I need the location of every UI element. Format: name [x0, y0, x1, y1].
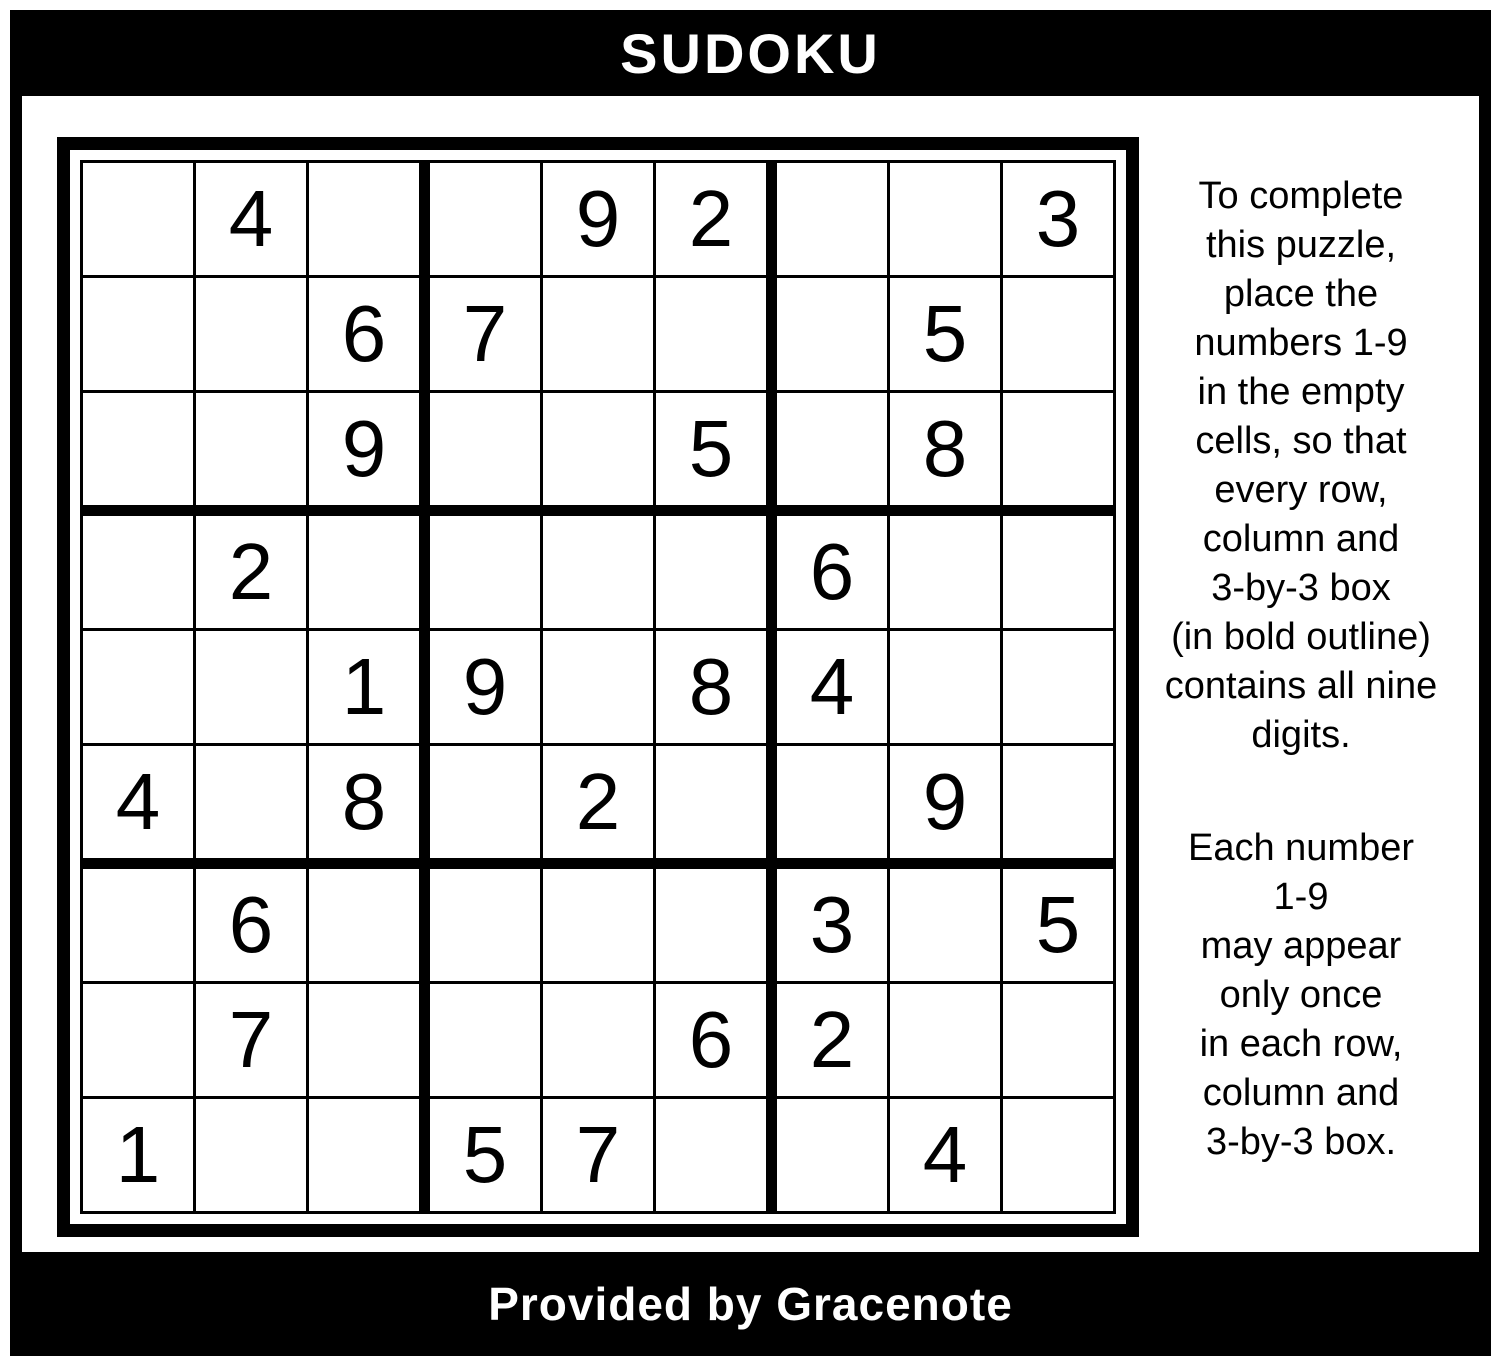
sudoku-cell-r3c9[interactable] [1003, 393, 1113, 516]
sudoku-cell-r7c1[interactable] [83, 869, 196, 984]
sudoku-cell-r7c4[interactable] [430, 869, 543, 984]
sudoku-cell-r4c5[interactable] [543, 516, 656, 631]
sudoku-cell-r9c9[interactable] [1003, 1099, 1113, 1211]
instructions-paragraph-2 [1146, 824, 1456, 1167]
sudoku-cell-r9c2[interactable] [196, 1099, 309, 1211]
instruction-line: numbers 1-9 [1194, 322, 1408, 364]
sudoku-cell-r4c3[interactable] [309, 516, 430, 631]
sudoku-row-3 [83, 393, 1113, 516]
sudoku-row-4 [83, 516, 1113, 631]
instruction-line: Each number [1187, 827, 1414, 869]
sudoku-cell-r2c6[interactable] [656, 278, 777, 393]
sudoku-cell-r8c2[interactable]: 7 [196, 984, 309, 1099]
sudoku-cell-r3c7[interactable] [777, 393, 890, 516]
instruction-line: cells, so that [1195, 420, 1407, 462]
page-frame [10, 10, 1491, 1356]
sudoku-cell-r5c4[interactable]: 9 [430, 631, 543, 746]
sudoku-cell-r2c4[interactable]: 7 [430, 278, 543, 393]
sudoku-cell-r5c2[interactable] [196, 631, 309, 746]
sudoku-cell-r8c8[interactable] [890, 984, 1003, 1099]
page-title: SUDOKU [620, 21, 881, 85]
sudoku-cell-r5c9[interactable] [1003, 631, 1113, 746]
sudoku-cell-r1c2[interactable]: 4 [196, 163, 309, 278]
sudoku-cell-r9c3[interactable] [309, 1099, 430, 1211]
sudoku-cell-r2c7[interactable] [777, 278, 890, 393]
sudoku-row-7 [83, 869, 1113, 984]
sudoku-cell-r2c2[interactable] [196, 278, 309, 393]
instruction-line: (in bold outline) [1171, 616, 1431, 658]
sudoku-cell-r7c6[interactable] [656, 869, 777, 984]
sudoku-cell-r1c3[interactable] [309, 163, 430, 278]
sudoku-grid [80, 160, 1116, 1214]
sudoku-cell-r2c5[interactable] [543, 278, 656, 393]
sudoku-cell-r6c6[interactable] [656, 746, 777, 869]
footer-credit: Provided by Gracenote [488, 1278, 1013, 1330]
sudoku-row-9 [83, 1099, 1113, 1211]
sudoku-cell-r3c1[interactable] [83, 393, 196, 516]
instruction-line: column and [1202, 1072, 1400, 1114]
instructions-paragraph-1 [1146, 172, 1456, 760]
sudoku-cell-r3c3[interactable]: 9 [309, 393, 430, 516]
sudoku-row-2 [83, 278, 1113, 393]
sudoku-cell-r6c5[interactable]: 2 [543, 746, 656, 869]
sudoku-cell-r4c4[interactable] [430, 516, 543, 631]
sudoku-cell-r9c4[interactable]: 5 [430, 1099, 543, 1211]
instruction-line: this puzzle, [1205, 224, 1397, 266]
sudoku-cell-r1c9[interactable]: 3 [1003, 163, 1113, 278]
sudoku-row-8 [83, 984, 1113, 1099]
content-panel [22, 96, 1479, 1252]
sudoku-cell-r5c1[interactable] [83, 631, 196, 746]
sudoku-cell-r8c6[interactable]: 6 [656, 984, 777, 1099]
sudoku-cell-r6c4[interactable] [430, 746, 543, 869]
instruction-line: every row, [1214, 469, 1388, 511]
instruction-line: 3-by-3 box [1211, 567, 1391, 609]
sudoku-cell-r7c3[interactable] [309, 869, 430, 984]
sudoku-cell-r1c7[interactable] [777, 163, 890, 278]
sudoku-cell-r6c8[interactable]: 9 [890, 746, 1003, 869]
sudoku-cell-r2c8[interactable]: 5 [890, 278, 1003, 393]
sudoku-cell-r4c6[interactable] [656, 516, 777, 631]
sudoku-cell-r9c5[interactable]: 7 [543, 1099, 656, 1211]
sudoku-cell-r8c4[interactable] [430, 984, 543, 1099]
sudoku-cell-r4c7[interactable]: 6 [777, 516, 890, 631]
sudoku-cell-r7c8[interactable] [890, 869, 1003, 984]
sudoku-cell-r6c7[interactable] [777, 746, 890, 869]
sudoku-cell-r9c1[interactable]: 1 [83, 1099, 196, 1211]
instruction-line: in the empty [1197, 371, 1405, 413]
sudoku-cell-r6c9[interactable] [1003, 746, 1113, 869]
instruction-line: 1-9 [1273, 876, 1329, 918]
sudoku-cell-r6c1[interactable]: 4 [83, 746, 196, 869]
sudoku-cell-r3c8[interactable]: 8 [890, 393, 1003, 516]
sudoku-cell-r8c3[interactable] [309, 984, 430, 1099]
sudoku-cell-r2c9[interactable] [1003, 278, 1113, 393]
sudoku-cell-r2c1[interactable] [83, 278, 196, 393]
sudoku-cell-r4c2[interactable]: 2 [196, 516, 309, 631]
sudoku-cell-r7c2[interactable]: 6 [196, 869, 309, 984]
sudoku-cell-r8c7[interactable]: 2 [777, 984, 890, 1099]
header-bar [10, 10, 1491, 96]
sudoku-cell-r4c9[interactable] [1003, 516, 1113, 631]
sudoku-cell-r1c1[interactable] [83, 163, 196, 278]
sudoku-row-5 [83, 631, 1113, 746]
sudoku-cell-r8c5[interactable] [543, 984, 656, 1099]
sudoku-cell-r4c8[interactable] [890, 516, 1003, 631]
instructions-text [1146, 172, 1456, 1167]
sudoku-cell-r5c5[interactable] [543, 631, 656, 746]
sudoku-cell-r7c9[interactable]: 5 [1003, 869, 1113, 984]
sudoku-cell-r3c5[interactable] [543, 393, 656, 516]
instruction-line: only once [1219, 974, 1383, 1016]
sudoku-cell-r3c4[interactable] [430, 393, 543, 516]
sudoku-cell-r9c6[interactable] [656, 1099, 777, 1211]
instruction-line: digits. [1251, 714, 1351, 756]
instruction-line: may appear [1200, 925, 1402, 967]
sudoku-cell-r9c7[interactable] [777, 1099, 890, 1211]
sudoku-cell-r1c4[interactable] [430, 163, 543, 278]
sudoku-cell-r7c5[interactable] [543, 869, 656, 984]
sudoku-cell-r6c2[interactable] [196, 746, 309, 869]
sudoku-cell-r1c5[interactable]: 9 [543, 163, 656, 278]
sudoku-cell-r7c7[interactable]: 3 [777, 869, 890, 984]
footer-bar [10, 1252, 1491, 1356]
instruction-line: column and [1202, 518, 1400, 560]
sudoku-cell-r8c9[interactable] [1003, 984, 1113, 1099]
sudoku-cell-r6c3[interactable]: 8 [309, 746, 430, 869]
sudoku-cell-r1c8[interactable] [890, 163, 1003, 278]
sudoku-board [57, 137, 1139, 1237]
sudoku-cell-r5c8[interactable] [890, 631, 1003, 746]
sudoku-cell-r5c7[interactable]: 4 [777, 631, 890, 746]
instruction-line: To complete [1198, 175, 1404, 217]
sudoku-cell-r1c6[interactable]: 2 [656, 163, 777, 278]
sudoku-cell-r2c3[interactable]: 6 [309, 278, 430, 393]
instruction-line: contains all nine [1164, 665, 1438, 707]
sudoku-row-6 [83, 746, 1113, 869]
instruction-line: in each row, [1199, 1023, 1403, 1065]
sudoku-cell-r5c6[interactable]: 8 [656, 631, 777, 746]
sudoku-cell-r9c8[interactable]: 4 [890, 1099, 1003, 1211]
sudoku-cell-r3c6[interactable]: 5 [656, 393, 777, 516]
sudoku-cell-r5c3[interactable]: 1 [309, 631, 430, 746]
sudoku-cell-r8c1[interactable] [83, 984, 196, 1099]
sudoku-cell-r3c2[interactable] [196, 393, 309, 516]
instruction-line: 3-by-3 box. [1205, 1121, 1397, 1163]
instruction-line: place the [1223, 273, 1379, 315]
sudoku-row-1 [83, 163, 1113, 278]
sudoku-cell-r4c1[interactable] [83, 516, 196, 631]
